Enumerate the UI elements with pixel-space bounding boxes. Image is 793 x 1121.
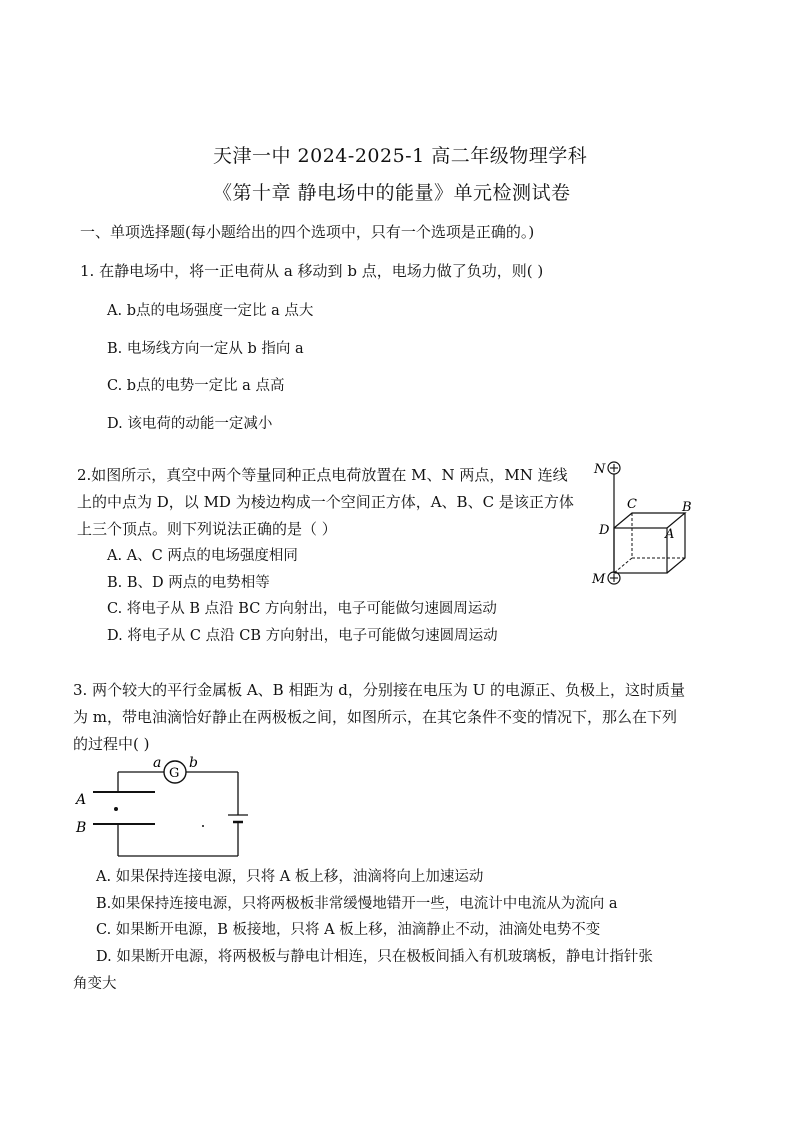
label-plate-a: A [76,792,87,808]
label-a-small: a [153,755,162,771]
question-3-stem-line1: 3. 两个较大的平行金属板 A、B 相距为 d，分别接在电压为 U 的电源正、负极上，这时质量 [73,681,686,699]
question-2-option-a: A. A、C 两点的电场强度相同 [107,548,298,564]
question-2-stem-line2: 上的中点为 D，以 MD 为棱边构成一个空间正方体，A、B、C 是该正方体 [77,493,574,511]
question-3-stem-line2: 为 m，带电油滴恰好静止在两极板之间，如图所示，在其它条件不变的情况下，那么在下列 [73,708,677,726]
label-plate-b: B [76,820,87,836]
label-a: A [665,527,675,542]
question-1-option-a: A. b点的电场强度一定比 a 点大 [107,303,314,319]
label-g: G [169,766,180,781]
label-m: M [592,572,606,587]
section-heading: 一、单项选择题(每小题给出的四个选项中，只有一个选项是正确的。) [80,223,535,241]
cube-charges-figure [590,458,700,588]
document-title: 天津一中 2024-2025-1 高二年级物理学科 [213,145,588,167]
label-d: D [599,523,610,538]
question-2-option-d: D. 将电子从 C 点沿 CB 方向射出，电子可能做匀速圆周运动 [107,628,498,644]
question-1-stem: 1. 在静电场中，将一正电荷从 a 移动到 b 点，电场力做了负功，则( ) [80,262,544,280]
label-n: N [594,462,606,477]
question-2-option-c: C. 将电子从 B 点沿 BC 方向射出，电子可能做匀速圆周运动 [107,601,497,617]
circuit-figure [73,752,253,862]
question-1-option-b: B. 电场线方向一定从 b 指向 a [107,341,304,357]
question-3-option-c: C. 如果断开电源，B 板接地，只将 A 板上移，油滴静止不动，油滴处电势不变 [96,922,601,938]
question-3-option-d-continued: 角变大 [73,976,117,992]
question-1-option-d: D. 该电荷的动能一定减小 [107,416,273,432]
oil-drop-icon [114,807,118,811]
document-subtitle: 《第十章 静电场中的能量》单元检测试卷 [213,182,571,204]
label-b-small: b [189,755,198,771]
question-3-option-b: B.如果保持连接电源，只将两极板非常缓慢地错开一些，电流计中电流从为流向 a [96,896,618,912]
question-3-option-a: A. 如果保持连接电源，只将 A 板上移，油滴将向上加速运动 [96,869,484,885]
question-2-stem-line1: 2.如图所示，真空中两个等量同种正点电荷放置在 M、N 两点，MN 连线 [77,466,568,484]
label-c: C [627,497,637,512]
question-1-option-c: C. b点的电势一定比 a 点高 [107,378,285,394]
question-2-option-b: B. B、D 两点的电势相等 [107,575,270,591]
question-3-stem-line3: 的过程中( ) [73,735,150,753]
question-2-stem-line3: 上三个顶点。则下列说法正确的是（ ） [77,520,337,538]
label-b: B [682,500,692,515]
question-3-option-d: D. 如果断开电源，将两极板与静电计相连，只在极板间插入有机玻璃板，静电计指针张 [96,949,653,965]
